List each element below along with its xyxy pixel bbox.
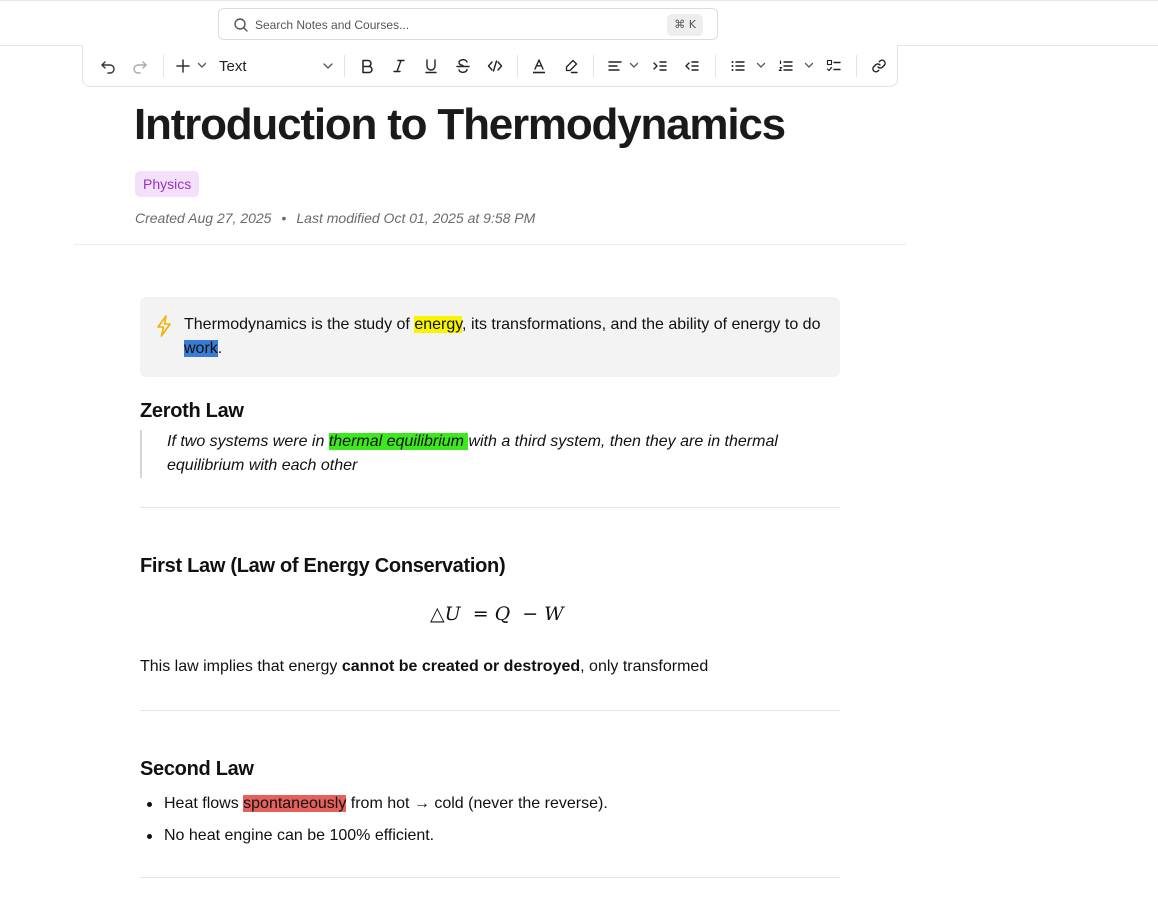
modified-date: Last modified Oct 01, 2025 at 9:58 PM <box>296 210 536 226</box>
highlight-work: work <box>184 340 218 357</box>
formula-delta: △ <box>430 603 445 625</box>
callout-text[interactable] <box>184 313 824 361</box>
outdent-icon <box>684 58 700 74</box>
plus-icon <box>175 58 191 74</box>
strikethrough-icon <box>455 58 471 74</box>
bullet-list-icon <box>730 58 746 74</box>
strikethrough-button[interactable] <box>451 54 475 78</box>
page-title[interactable]: Introduction to Thermodynamics <box>134 100 785 149</box>
code-button[interactable] <box>483 54 507 78</box>
formula-operator: − <box>522 603 539 625</box>
paragraph-text-part: , only transformed <box>580 658 709 675</box>
header-divider <box>74 244 906 245</box>
subject-tag[interactable]: Physics <box>135 171 199 197</box>
created-date: Created Aug 27, 2025 <box>135 210 272 226</box>
list-item[interactable] <box>140 824 840 856</box>
highlight-energy: energy <box>414 316 463 333</box>
note-metadata <box>135 210 535 226</box>
paragraph-text-part: This law implies that energy <box>140 658 342 675</box>
top-bar <box>0 0 1158 46</box>
separator-dot: • <box>281 210 287 226</box>
quote-text-part: If two systems were in <box>167 433 329 450</box>
callout-text-part: Thermodynamics is the study of <box>184 316 415 333</box>
underline-icon <box>423 58 439 74</box>
bullet-list <box>140 792 840 856</box>
toolbar-divider <box>344 55 345 77</box>
formula-operator: = <box>472 603 489 625</box>
align-left-icon <box>607 58 623 74</box>
highlight-icon <box>563 58 579 74</box>
heading-first-law[interactable]: First Law (Law of Energy Conservation) <box>140 555 506 577</box>
indent-button[interactable] <box>648 54 672 78</box>
lightning-icon <box>154 315 174 337</box>
toolbar-divider <box>856 55 857 77</box>
quote-text-part: with a third system, then they are in thermal equilibrium with each other <box>167 433 778 474</box>
redo-button[interactable] <box>128 54 152 78</box>
heading-second-law[interactable]: Second Law <box>140 758 254 780</box>
blockquote[interactable] <box>140 430 840 478</box>
outdent-button[interactable] <box>680 54 704 78</box>
toolbar-divider <box>517 55 518 77</box>
paragraph[interactable] <box>140 658 708 676</box>
chevron-down-icon[interactable] <box>196 59 208 71</box>
formula-symbol: U <box>444 603 461 625</box>
numbered-list-icon <box>778 58 794 74</box>
text-color-icon <box>531 58 547 74</box>
checklist-button[interactable] <box>822 54 846 78</box>
search-bar[interactable] <box>218 8 718 40</box>
highlight-button[interactable] <box>559 54 583 78</box>
callout-block[interactable] <box>140 297 840 377</box>
highlight-spontaneously: spontaneously <box>243 795 347 812</box>
underline-button[interactable] <box>419 54 443 78</box>
section-divider <box>140 877 840 878</box>
bold-button[interactable] <box>355 54 379 78</box>
list-text-part: from hot → cold (never the reverse). <box>346 795 608 812</box>
formula-symbol: W <box>544 603 564 625</box>
code-icon <box>487 58 503 74</box>
section-divider <box>140 507 840 508</box>
italic-icon <box>391 58 407 74</box>
undo-button[interactable] <box>96 54 120 78</box>
search-icon <box>233 17 249 33</box>
numbered-list-button[interactable] <box>774 54 798 78</box>
bullet-list-button[interactable] <box>726 54 750 78</box>
heading-zeroth-law[interactable]: Zeroth Law <box>140 400 244 422</box>
bold-text: cannot be created or destroyed <box>341 658 581 675</box>
italic-button[interactable] <box>387 54 411 78</box>
chevron-down-icon[interactable] <box>628 59 640 71</box>
search-input[interactable] <box>255 15 655 35</box>
undo-icon <box>100 58 116 74</box>
list-text-part: No heat engine can be 100% efficient. <box>164 827 435 844</box>
link-button[interactable] <box>867 54 891 78</box>
callout-text-part: . <box>217 340 223 357</box>
block-type-dropdown[interactable] <box>219 54 339 78</box>
math-formula[interactable] <box>430 603 564 625</box>
link-icon <box>871 58 887 74</box>
list-item[interactable] <box>140 792 840 824</box>
list-text-part: Heat flows <box>164 795 244 812</box>
toolbar-divider <box>715 55 716 77</box>
callout-text-part: , its transformations, and the ability of energy to do <box>462 316 821 333</box>
block-type-label: Text <box>219 57 247 75</box>
section-divider <box>140 710 840 711</box>
redo-icon <box>132 58 148 74</box>
highlight-thermal-equilibrium: thermal equilibrium <box>328 433 469 450</box>
toolbar-divider <box>593 55 594 77</box>
editor-toolbar <box>82 45 898 87</box>
text-color-button[interactable] <box>527 54 551 78</box>
insert-block-button[interactable] <box>171 54 195 78</box>
toolbar-divider <box>163 55 164 77</box>
formula-symbol: Q <box>494 603 511 625</box>
checklist-icon <box>826 58 842 74</box>
bold-icon <box>359 58 375 74</box>
chevron-down-icon[interactable] <box>803 59 815 71</box>
quote-text[interactable] <box>167 430 807 478</box>
indent-icon <box>652 58 668 74</box>
align-button[interactable] <box>603 54 627 78</box>
chevron-down-icon <box>321 59 335 73</box>
search-shortcut-badge: ⌘ K <box>667 14 703 36</box>
chevron-down-icon[interactable] <box>755 59 767 71</box>
